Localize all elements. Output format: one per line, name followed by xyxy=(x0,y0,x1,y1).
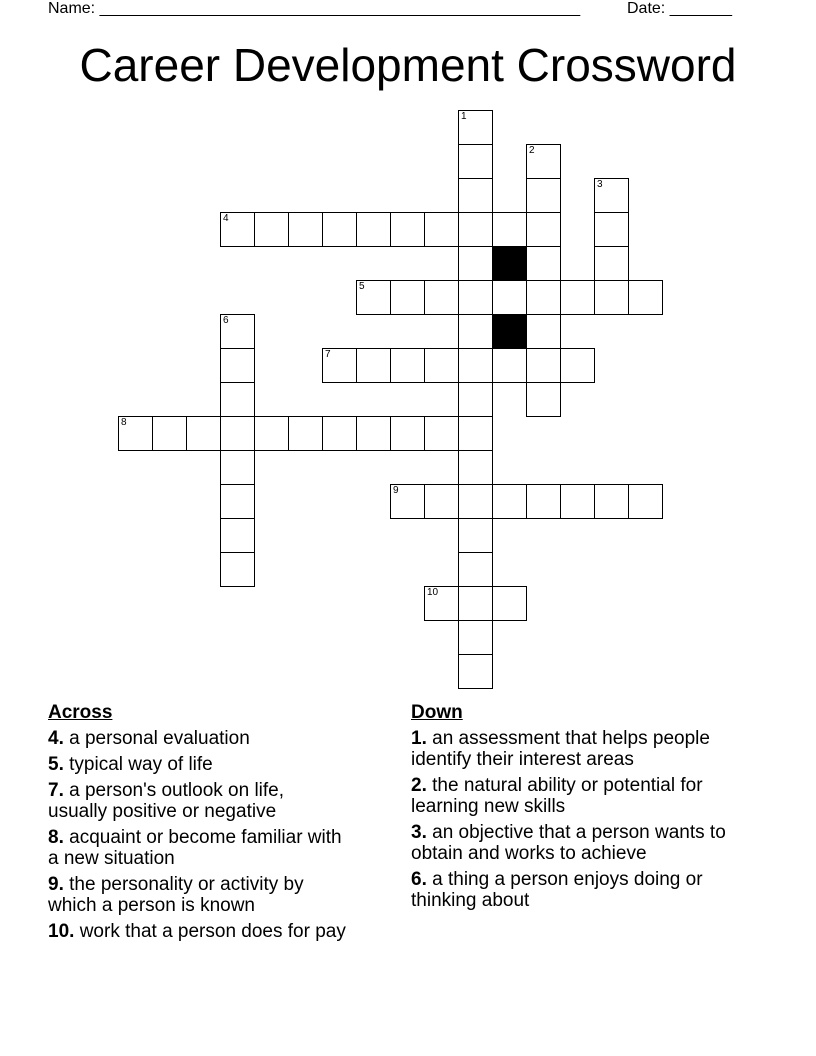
crossword-cell[interactable] xyxy=(356,416,391,451)
crossword-cell[interactable] xyxy=(186,416,221,451)
cell-number: 10 xyxy=(427,587,439,598)
crossword-cell[interactable] xyxy=(594,178,629,213)
crossword-block-cell xyxy=(492,314,527,349)
crossword-cell[interactable] xyxy=(254,212,289,247)
clue-number: 6. xyxy=(411,869,427,890)
crossword-cell[interactable] xyxy=(424,484,459,519)
crossword-cell[interactable] xyxy=(390,280,425,315)
clue-text: the natural ability or potential for learning new skills xyxy=(411,775,703,817)
cell-number: 9 xyxy=(393,485,399,496)
crossword-cell[interactable] xyxy=(288,212,323,247)
crossword-cell[interactable] xyxy=(118,416,153,451)
crossword-cell[interactable] xyxy=(322,348,357,383)
clue-number: 1. xyxy=(411,728,427,749)
cell-number: 7 xyxy=(325,349,331,360)
clue-down-2 xyxy=(411,775,751,817)
crossword-cell[interactable] xyxy=(424,586,459,621)
crossword-cell[interactable] xyxy=(458,212,493,247)
crossword-cell[interactable] xyxy=(152,416,187,451)
clue-text: acquaint or become familiar with a new situation xyxy=(48,827,342,869)
clue-number: 2. xyxy=(411,775,427,796)
crossword-cell[interactable] xyxy=(458,586,493,621)
cell-number: 3 xyxy=(597,179,603,190)
crossword-cell[interactable] xyxy=(424,280,459,315)
clue-down-1 xyxy=(411,728,741,770)
crossword-cell[interactable] xyxy=(526,212,561,247)
crossword-cell[interactable] xyxy=(458,246,493,281)
crossword-cell[interactable] xyxy=(458,280,493,315)
crossword-cell[interactable] xyxy=(458,348,493,383)
crossword-cell[interactable] xyxy=(594,246,629,281)
crossword-cell[interactable] xyxy=(526,484,561,519)
crossword-cell[interactable] xyxy=(526,246,561,281)
clue-number: 5. xyxy=(48,754,64,775)
crossword-cell[interactable] xyxy=(220,212,255,247)
crossword-cell[interactable] xyxy=(458,144,493,179)
down-clues xyxy=(411,702,791,916)
crossword-cell[interactable] xyxy=(458,620,493,655)
crossword-cell[interactable] xyxy=(526,348,561,383)
crossword-cell[interactable] xyxy=(526,314,561,349)
crossword-block-cell xyxy=(492,246,527,281)
cell-number: 4 xyxy=(223,213,229,224)
crossword-cell[interactable] xyxy=(492,348,527,383)
crossword-cell[interactable] xyxy=(220,314,255,349)
crossword-cell[interactable] xyxy=(220,382,255,417)
crossword-cell[interactable] xyxy=(594,212,629,247)
crossword-cell[interactable] xyxy=(424,212,459,247)
down-heading: Down xyxy=(411,702,463,723)
crossword-cell[interactable] xyxy=(220,450,255,485)
crossword-cell[interactable] xyxy=(458,382,493,417)
clue-number: 8. xyxy=(48,827,64,848)
crossword-cell[interactable] xyxy=(458,484,493,519)
cell-number: 2 xyxy=(529,145,535,156)
clue-number: 4. xyxy=(48,728,64,749)
crossword-cell[interactable] xyxy=(458,110,493,145)
crossword-cell[interactable] xyxy=(526,144,561,179)
cell-number: 5 xyxy=(359,281,365,292)
crossword-cell[interactable] xyxy=(390,484,425,519)
cell-number: 8 xyxy=(121,417,127,428)
crossword-cell[interactable] xyxy=(424,416,459,451)
crossword-cell[interactable] xyxy=(390,348,425,383)
clue-number: 9. xyxy=(48,874,64,895)
crossword-cell[interactable] xyxy=(458,518,493,553)
clue-text: work that a person does for pay xyxy=(79,921,346,942)
crossword-cell[interactable] xyxy=(560,280,595,315)
crossword-cell[interactable] xyxy=(560,348,595,383)
clue-text: a thing a person enjoys doing or thinking about xyxy=(411,869,703,911)
crossword-cell[interactable] xyxy=(458,654,493,689)
clue-text: the personality or activity by which a person is known xyxy=(48,874,304,916)
crossword-cell[interactable] xyxy=(458,314,493,349)
crossword-cell[interactable] xyxy=(254,416,289,451)
clue-number: 3. xyxy=(411,822,427,843)
cell-number: 6 xyxy=(223,315,229,326)
cell-number: 1 xyxy=(461,111,467,122)
clue-down-3 xyxy=(411,822,771,864)
crossword-cell[interactable] xyxy=(220,416,255,451)
crossword-cell[interactable] xyxy=(560,484,595,519)
crossword-cell[interactable] xyxy=(458,450,493,485)
crossword-cell[interactable] xyxy=(492,212,527,247)
crossword-cell[interactable] xyxy=(220,348,255,383)
crossword-cell[interactable] xyxy=(220,518,255,553)
crossword-cell[interactable] xyxy=(594,484,629,519)
crossword-cell[interactable] xyxy=(458,552,493,587)
clue-down-6 xyxy=(411,869,751,911)
clue-across-9 xyxy=(48,874,348,916)
clue-across-10 xyxy=(48,921,398,942)
crossword-cell[interactable] xyxy=(526,382,561,417)
crossword-cell[interactable] xyxy=(424,348,459,383)
crossword-cell[interactable] xyxy=(492,484,527,519)
name-field-label: Name: ______________________________________________________ xyxy=(48,0,581,17)
crossword-cell[interactable] xyxy=(492,280,527,315)
date-field-label: Date: _______ xyxy=(627,0,732,17)
crossword-cell[interactable] xyxy=(288,416,323,451)
crossword-cell[interactable] xyxy=(322,416,357,451)
crossword-cell[interactable] xyxy=(526,280,561,315)
crossword-cell[interactable] xyxy=(628,280,663,315)
crossword-cell[interactable] xyxy=(492,586,527,621)
crossword-cell[interactable] xyxy=(390,416,425,451)
clue-text: a personal evaluation xyxy=(69,728,250,749)
across-clues xyxy=(48,702,398,947)
crossword-cell[interactable] xyxy=(390,212,425,247)
crossword-cell[interactable] xyxy=(458,416,493,451)
clue-text: an objective that a person wants to obtain and works to achieve xyxy=(411,822,726,864)
clue-across-4 xyxy=(48,728,398,749)
clue-text: a person's outlook on life, usually positive or negative xyxy=(48,780,285,822)
clue-number: 10. xyxy=(48,921,75,942)
crossword-cell[interactable] xyxy=(356,280,391,315)
crossword-cell[interactable] xyxy=(458,178,493,213)
crossword-cell[interactable] xyxy=(322,212,357,247)
crossword-cell[interactable] xyxy=(220,484,255,519)
clue-text: an assessment that helps people identify their interest areas xyxy=(411,728,710,770)
crossword-cell[interactable] xyxy=(356,348,391,383)
across-heading: Across xyxy=(48,702,113,723)
clue-across-8 xyxy=(48,827,348,869)
clue-text: typical way of life xyxy=(69,754,213,775)
page-title: Career Development Crossword xyxy=(79,39,737,91)
crossword-cell[interactable] xyxy=(220,552,255,587)
clue-across-5 xyxy=(48,754,398,775)
crossword-cell[interactable] xyxy=(628,484,663,519)
crossword-cell[interactable] xyxy=(594,280,629,315)
clue-number: 7. xyxy=(48,780,64,801)
crossword-cell[interactable] xyxy=(356,212,391,247)
crossword-cell[interactable] xyxy=(526,178,561,213)
clue-across-7 xyxy=(48,780,328,822)
